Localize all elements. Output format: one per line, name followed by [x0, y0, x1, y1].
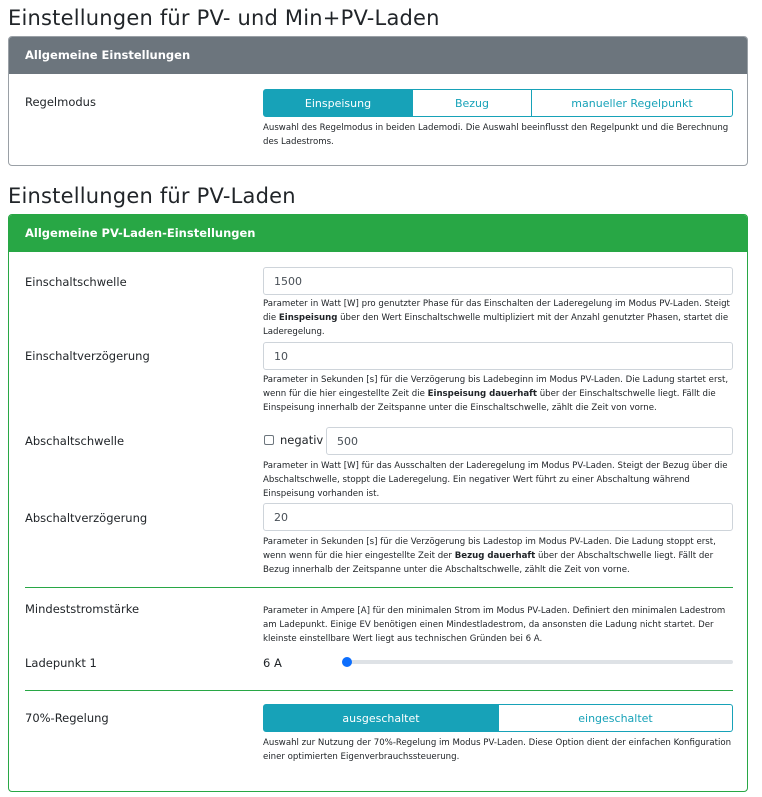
abschaltschwelle-input[interactable]: 500: [326, 427, 733, 455]
card-header-pv: [9, 215, 747, 252]
divider: [25, 587, 733, 588]
einschaltschwelle-label: Einschaltschwelle: [25, 275, 127, 289]
page-title: Einstellungen für PV- und Min+PV-Laden: [8, 6, 440, 30]
help-text: über der Einschaltschwelle liegt. Fällt die Einspeisung innerhalb der Zeitspanne unter die Einschaltschwelle, zählt die Zeit von vorne.: [263, 389, 716, 413]
regelung70-help: Auswahl zur Nutzung der 70%-Regelung im Modus PV-Laden. Diese Option dient der einfachen Konfiguration einer optimierten Eigenverbrauchssteuerung.: [263, 738, 732, 762]
help-bold-text: Einspeisung dauerhaft: [427, 389, 537, 399]
ladepunkt-label: Ladepunkt 1: [25, 656, 97, 670]
negativ-checkbox[interactable]: [264, 435, 274, 445]
card-header: [9, 37, 747, 74]
help-text: Parameter in Sekunden [s] für die Verzögerung bis Ladestop im Modus PV-Laden. Die Ladung stoppt erst, wenn wenn für die hier eingestellte Zeit der: [263, 537, 716, 561]
mindeststrom-slider-thumb[interactable]: [342, 657, 352, 667]
help-bold-text: Einspeisung: [278, 313, 338, 323]
section-title-pv: Einstellungen für PV-Laden: [8, 184, 296, 208]
regelung70-button-group: [263, 704, 733, 732]
einschaltverzoegerung-input[interactable]: 10: [263, 342, 733, 370]
mindeststrom-help: Parameter in Ampere [A] für den minimalen Strom im Modus PV-Laden. Definiert den minimalen Ladestrom am Ladepunkt. Einige EV benötigen einen Mindestladestrom, da ansonsten die Ladung nicht startet. Der kleinste einstellbare Wert liegt aus technischen Gründen bei 6 A.: [263, 606, 726, 644]
divider: [25, 690, 733, 691]
mindeststrom-value: 6 A: [263, 656, 282, 670]
einschaltschwelle-input[interactable]: 1500: [263, 267, 733, 295]
abschaltverzoegerung-help: [263, 535, 738, 577]
regelmodus-manuell-button[interactable]: manueller Regelpunkt: [532, 89, 733, 117]
regelung70-eingeschaltet-button[interactable]: eingeschaltet: [499, 704, 733, 732]
regelmodus-help: Auswahl des Regelmodus in beiden Lademodi. Die Auswahl beeinflusst den Regelpunkt und die Berechnung des Ladestroms.: [263, 123, 729, 147]
mindeststrom-label: Mindeststromstärke: [25, 602, 140, 616]
help-text: Parameter in Sekunden [s] für die Verzögerung bis Ladebeginn im Modus PV-Laden. Die Ladung startet erst, wenn für die hier eingestellte Zeit die: [263, 375, 729, 399]
pv-settings-card: [8, 214, 748, 792]
card-header-title-pv: Allgemeine PV-Laden-Einstellungen: [25, 226, 256, 240]
general-settings-card: [8, 36, 748, 166]
abschaltschwelle-label: Abschaltschwelle: [25, 434, 125, 448]
mindeststrom-slider-track[interactable]: [342, 660, 733, 664]
einschaltverzoegerung-help: [263, 373, 738, 415]
regelung70-ausgeschaltet-button[interactable]: ausgeschaltet: [263, 704, 499, 732]
einschaltverzoegerung-label: Einschaltverzögerung: [25, 349, 150, 363]
abschaltverzoegerung-input[interactable]: 20: [263, 503, 733, 531]
help-text: über der Abschaltschwelle liegt. Fällt der Bezug innerhalb der Zeitspanne unter die Abschaltschwelle, zählt die Zeit von vorne.: [263, 551, 714, 575]
abschaltschwelle-help: Parameter in Watt [W] für das Ausschalten der Laderegelung im Modus PV-Laden. Steigt der Bezug über die Abschaltschwelle, stoppt die Laderegelung. Ein negativer Wert führt zu einer Abschaltung während Einspeisung vorhanden ist.: [263, 461, 728, 499]
abschaltverzoegerung-label: Abschaltverzögerung: [25, 511, 148, 525]
regelung70-label: 70%-Regelung: [25, 711, 109, 725]
einschaltschwelle-help: [263, 297, 738, 339]
card-header-title: Allgemeine Einstellungen: [25, 48, 191, 62]
help-text: über den Wert Einschaltschwelle multipliziert mit der Anzahl genutzter Phasen, startet die Laderegelung.: [263, 313, 729, 337]
regelmodus-bezug-button[interactable]: Bezug: [413, 89, 532, 117]
regelmodus-label: Regelmodus: [25, 95, 96, 109]
help-text: Parameter in Watt [W] pro genutzter Phase für das Einschalten der Laderegelung im Modus PV-Laden. Steigt die: [263, 299, 730, 323]
regelmodus-einspeisung-button[interactable]: Einspeisung: [263, 89, 413, 117]
regelmodus-button-group: [263, 89, 733, 117]
help-bold-text: Bezug dauerhaft: [454, 551, 536, 561]
negativ-checkbox-label[interactable]: negativ: [280, 433, 324, 447]
